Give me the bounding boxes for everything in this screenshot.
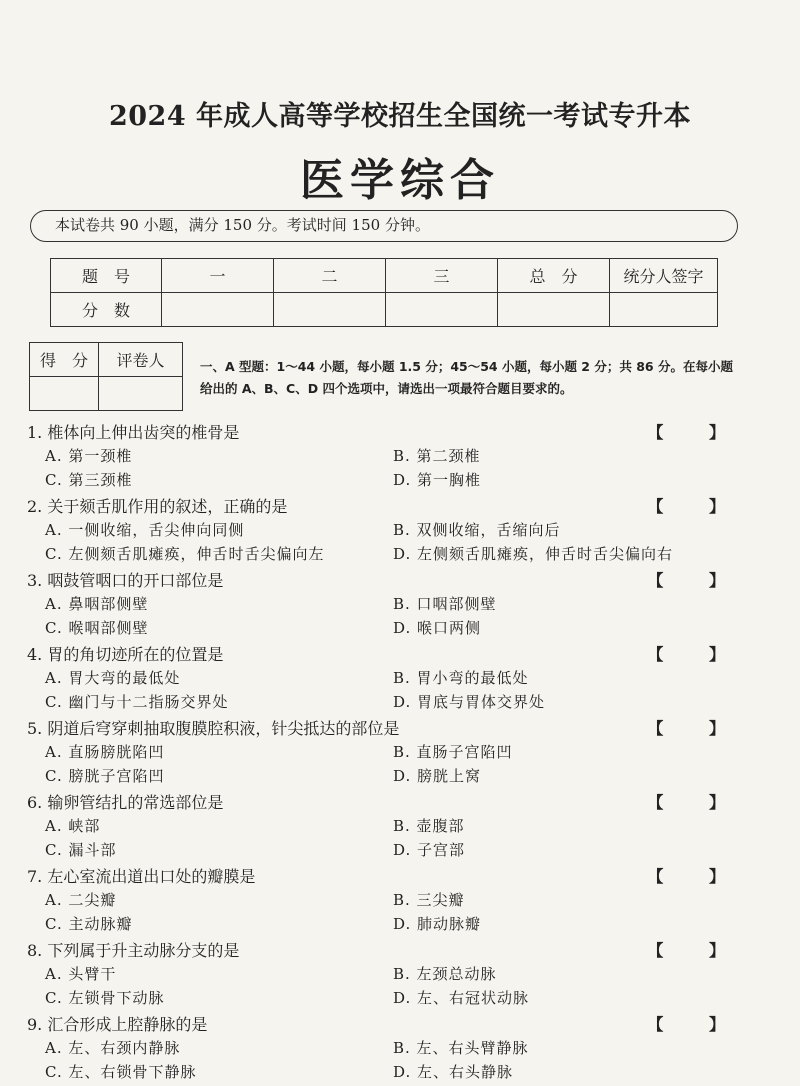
answer-bracket[interactable]: 【 】 [647,497,745,516]
option-b: B. 壶腹部 [393,817,465,835]
option-b: B. 左、右头臂静脉 [393,1039,529,1057]
option-c: C. 左锁骨下动脉 [45,989,165,1007]
answer-bracket[interactable]: 【 】 [647,867,745,886]
section-heading: 一、A 型题：1～44 小题，每小题 1.5 分；45～54 小题，每小题 2 分；共 86 分。在每小题给出的 A、B、C、D 四个选项中，请选出一项最符合题目要求的。 [200,359,733,396]
option-c: C. 漏斗部 [45,841,117,859]
question-item [27,790,757,864]
question-item [27,1012,757,1086]
answer-bracket[interactable]: 【 】 [647,719,745,738]
score-table-score-row [51,293,718,327]
question-text: 9. 汇合形成上腔静脉的是 [27,1015,208,1034]
option-a: A. 头臂干 [45,965,117,983]
score-cell: 分 数 [51,293,162,327]
exam-subject: 医学综合 [300,155,500,206]
option-a: A. 鼻咽部侧壁 [45,595,149,613]
option-c: C. 左、右锁骨下静脉 [45,1063,197,1081]
option-c: C. 幽门与十二指肠交界处 [45,693,229,711]
option-c: C. 第三颈椎 [45,471,133,489]
option-a: A. 胃大弯的最低处 [45,669,181,687]
grader-table [29,342,183,411]
score-cell: 总 分 [498,259,610,293]
answer-bracket[interactable]: 【 】 [647,941,745,960]
option-b: B. 三尖瓣 [393,891,465,909]
score-blank[interactable] [30,377,99,411]
answer-bracket[interactable]: 【 】 [647,423,745,442]
grader-label: 评卷人 [99,343,183,377]
option-c: C. 左侧颏舌肌瘫痪，伸舌时舌尖偏向左 [45,545,325,563]
option-a: A. 峡部 [45,817,101,835]
score-cell: 题 号 [51,259,162,293]
score-blank[interactable] [610,293,718,327]
option-d: D. 子宫部 [393,841,466,859]
option-d: D. 第一胸椎 [393,471,482,489]
question-item [27,420,757,494]
option-a: A. 一侧收缩，舌尖伸向同侧 [45,521,245,539]
option-a: A. 二尖瓣 [45,891,117,909]
question-item [27,938,757,1012]
question-list [27,420,757,1086]
question-item [27,642,757,716]
score-blank[interactable] [162,293,274,327]
option-d: D. 膀胱上窝 [393,767,482,785]
score-blank[interactable] [498,293,610,327]
option-c: C. 膀胱子宫陷凹 [45,767,165,785]
option-b: B. 左颈总动脉 [393,965,497,983]
question-text: 1. 椎体向上伸出齿突的椎骨是 [27,423,240,442]
score-table-header-row [51,259,718,293]
option-b: B. 直肠子宫陷凹 [393,743,513,761]
score-label: 得 分 [30,343,99,377]
question-text: 8. 下列属于升主动脉分支的是 [27,941,240,960]
question-item [27,716,757,790]
exam-title: 2024 年成人高等学校招生全国统一考试专升本 [108,101,692,132]
score-table [50,258,718,327]
answer-bracket[interactable]: 【 】 [647,645,745,664]
option-a: A. 直肠膀胱陷凹 [45,743,165,761]
question-text: 2. 关于颏舌肌作用的叙述，正确的是 [27,497,288,516]
question-text: 3. 咽鼓管咽口的开口部位是 [27,571,224,590]
question-text: 6. 输卵管结扎的常选部位是 [27,793,224,812]
option-d: D. 肺动脉瓣 [393,915,482,933]
score-cell: 三 [386,259,498,293]
option-a: A. 左、右颈内静脉 [45,1039,181,1057]
question-item [27,864,757,938]
option-d: D. 左侧颏舌肌瘫痪，伸舌时舌尖偏向右 [393,545,674,563]
option-d: D. 喉口两侧 [393,619,482,637]
option-c: C. 喉咽部侧壁 [45,619,149,637]
score-cell: 统分人签字 [610,259,718,293]
question-text: 7. 左心室流出道出口处的瓣膜是 [27,867,256,886]
exam-notice: 本试卷共 90 小题，满分 150 分。考试时间 150 分钟。 [30,210,738,242]
score-cell: 一 [162,259,274,293]
question-item [27,494,757,568]
option-d: D. 左、右冠状动脉 [393,989,530,1007]
answer-bracket[interactable]: 【 】 [647,571,745,590]
grader-blank[interactable] [99,377,183,411]
question-text: 5. 阴道后穹穿刺抽取腹膜腔积液，针尖抵达的部位是 [27,719,400,738]
option-b: B. 口咽部侧壁 [393,595,497,613]
score-blank[interactable] [274,293,386,327]
answer-bracket[interactable]: 【 】 [647,793,745,812]
question-text: 4. 胃的角切迹所在的位置是 [27,645,224,664]
option-d: D. 胃底与胃体交界处 [393,693,546,711]
option-a: A. 第一颈椎 [45,447,133,465]
option-d: D. 左、右头静脉 [393,1063,514,1081]
option-c: C. 主动脉瓣 [45,915,133,933]
option-b: B. 第二颈椎 [393,447,481,465]
score-cell: 二 [274,259,386,293]
score-blank[interactable] [386,293,498,327]
option-b: B. 胃小弯的最低处 [393,669,529,687]
answer-bracket[interactable]: 【 】 [647,1015,745,1034]
option-b: B. 双侧收缩，舌缩向后 [393,521,561,539]
question-item [27,568,757,642]
